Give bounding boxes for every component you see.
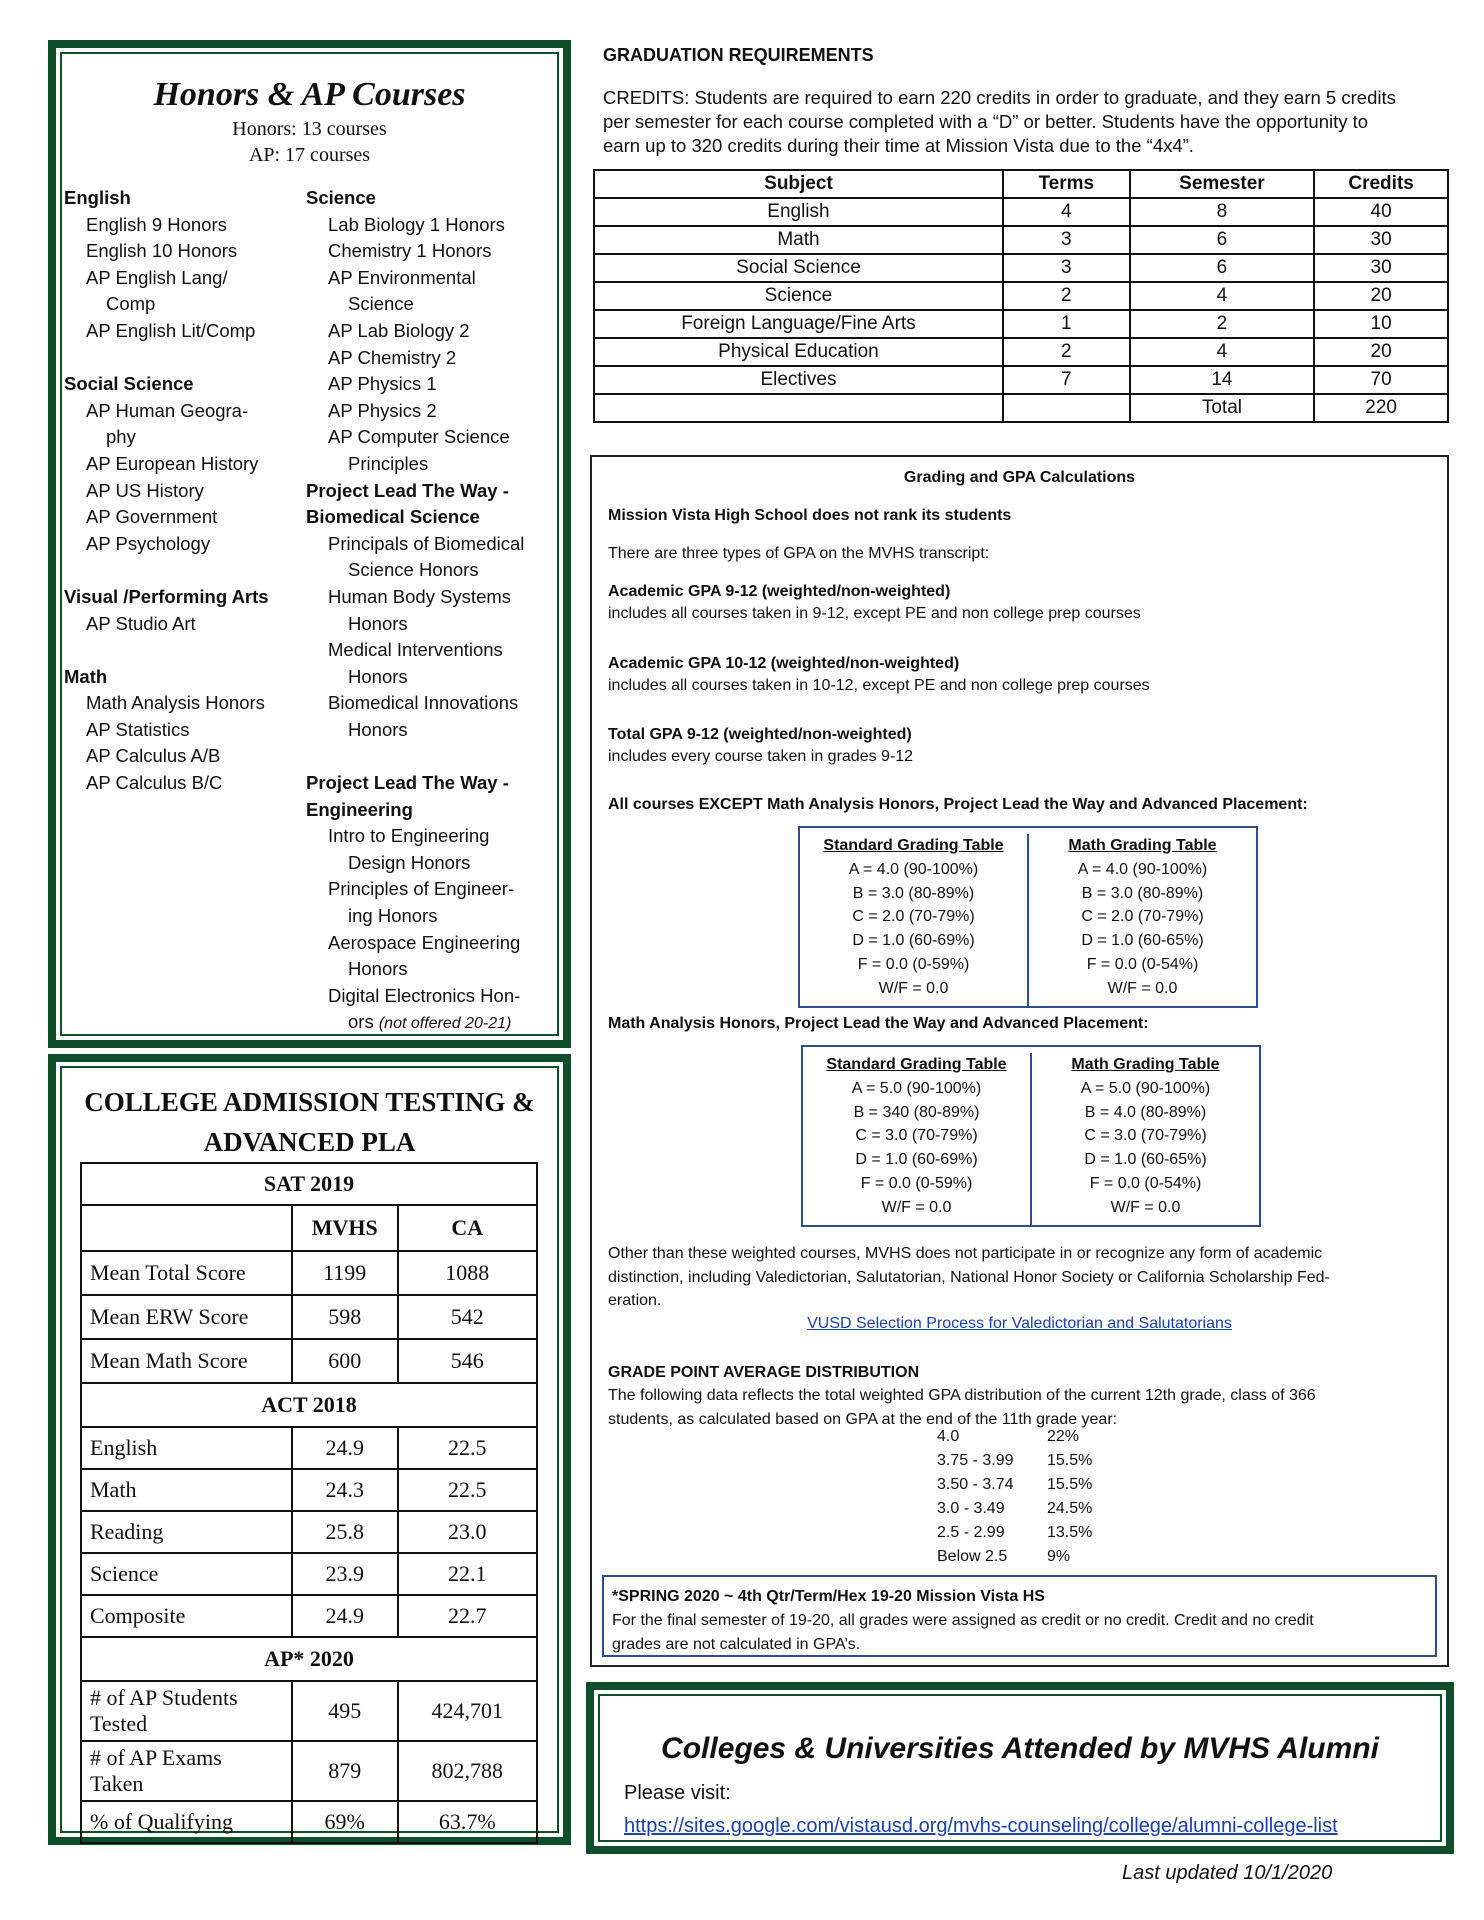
course-item: AP English Lang/ [86, 266, 228, 288]
academic-912-text: includes all courses taken in 9-12, except PE and non college prep courses [608, 605, 1141, 622]
terms-cell: 2 [1003, 282, 1130, 310]
gpa-percent: 15.5% [1047, 1452, 1093, 1469]
course-item: AP Chemistry 2 [328, 346, 457, 368]
grade-row: A = 5.0 (90-100%) [851, 1079, 982, 1097]
course-text: ors [348, 1011, 374, 1033]
credits-cell: 40 [1314, 198, 1448, 226]
grade-row: F = 0.0 (0-54%) [1086, 955, 1199, 973]
grading-table-title: Math Grading Table [1068, 837, 1217, 854]
mvhs-value: 25.8 [292, 1511, 398, 1553]
grade-row: A = 4.0 (90-100%) [848, 860, 979, 878]
grade-row: A = 5.0 (90-100%) [1080, 1079, 1211, 1097]
gpa-percent: 22% [1047, 1428, 1080, 1445]
row-label-line: # of AP Students [90, 1685, 238, 1710]
text-line: eration. [608, 1292, 662, 1309]
grading-table-title: Math Grading Table [1071, 1056, 1220, 1073]
gpa-percent: 15.5% [1047, 1476, 1093, 1493]
course-item: AP European History [86, 452, 259, 474]
semester-cell: 6 [1130, 226, 1315, 254]
colleges-panel [586, 1682, 1454, 1854]
mvhs-value: 1199 [292, 1251, 398, 1295]
credits-table [593, 169, 1449, 423]
distribution-row [937, 1449, 1092, 1473]
row-label [81, 1681, 292, 1741]
grading-table-title: Standard Grading Table [826, 1056, 1007, 1073]
text-line: CREDITS: Students are required to earn 220 credits in order to graduate, and they earn 5 credits [603, 87, 1396, 108]
ca-value: 22.7 [398, 1595, 537, 1637]
vusd-selection-link[interactable]: VUSD Selection Process for Valedictorian and Salutatorians [807, 1315, 1232, 1332]
table-row [594, 366, 1448, 394]
course-item: Honors [348, 665, 408, 687]
graduation-credits-text [603, 86, 1463, 158]
text-line: distinction, including Valedictorian, Salutatorian, National Honor Society or California Scholarship Fed- [608, 1268, 1330, 1286]
semester-cell: 6 [1130, 254, 1315, 282]
pltw-eng-heading: Project Lead The Way - [306, 772, 509, 794]
total-value: 220 [1314, 394, 1448, 422]
social-science-heading: Social Science [64, 373, 194, 395]
total-gpa-heading: Total GPA 9-12 (weighted/non-weighted) [608, 726, 912, 743]
course-item: Design Honors [348, 851, 471, 873]
grade-row: C = 2.0 (70-79%) [1081, 908, 1204, 926]
course-item: AP Studio Art [86, 612, 196, 634]
blank-header [81, 1205, 292, 1251]
course-item: AP Government [86, 506, 218, 528]
testing-title-line: ADVANCED PLA [203, 1127, 416, 1157]
grading-table-title: Standard Grading Table [823, 837, 1004, 854]
row-label: English [81, 1427, 292, 1469]
course-item: Science Honors [348, 559, 479, 581]
please-visit-label: Please visit: [624, 1782, 731, 1804]
honors-ap-panel [48, 40, 571, 1048]
semester-header: Semester [1130, 170, 1315, 198]
last-updated: Last updated 10/1/2020 [1122, 1862, 1333, 1884]
grade-row: B = 3.0 (80-89%) [852, 884, 975, 902]
mvhs-value: 600 [292, 1339, 398, 1383]
table-row [594, 338, 1448, 366]
row-label: % of Qualifying [81, 1801, 292, 1843]
credits-cell: 70 [1314, 366, 1448, 394]
course-item: AP Environmental [328, 266, 476, 288]
gpa-range: 3.50 - 3.74 [937, 1476, 1014, 1493]
mvhs-value: 69% [292, 1801, 398, 1843]
semester-cell: 14 [1130, 366, 1315, 394]
mvhs-value: 879 [292, 1741, 398, 1801]
course-item: AP Lab Biology 2 [328, 319, 470, 341]
ca-value: 22.5 [398, 1469, 537, 1511]
honors-ap-title: Honors & AP Courses [153, 76, 466, 113]
course-item: phy [106, 426, 136, 448]
ap-heading: AP* 2020 [81, 1637, 537, 1681]
credits-cell: 30 [1314, 254, 1448, 282]
ca-value: 802,788 [398, 1741, 537, 1801]
row-label: Composite [81, 1595, 292, 1637]
math-heading: Math [64, 665, 108, 687]
row-label: Mean ERW Score [81, 1295, 292, 1339]
gpa-percent: 9% [1047, 1548, 1071, 1565]
course-item: ing Honors [348, 905, 438, 927]
terms-header: Terms [1003, 170, 1130, 198]
grade-row: W/F = 0.0 [1110, 1198, 1181, 1216]
sat-heading: SAT 2019 [81, 1163, 537, 1205]
except-heading: All courses EXCEPT Math Analysis Honors, Project Lead the Way and Advanced Placement: [608, 796, 1308, 813]
grading-table-standard [798, 826, 1258, 1008]
ca-value: 424,701 [398, 1681, 537, 1741]
text-line: earn up to 320 credits during their time at Mission Vista due to the “4x4”. [603, 135, 1194, 156]
course-item: Medical Interventions [328, 639, 503, 661]
grade-row: B = 4.0 (80-89%) [1084, 1103, 1207, 1121]
pltw-bio-heading: Biomedical Science [306, 506, 480, 528]
course-item: Chemistry 1 Honors [328, 240, 492, 262]
other-distinctions-text [608, 1242, 1433, 1313]
gpa-range: 4.0 [937, 1428, 960, 1445]
credits-cell: 20 [1314, 282, 1448, 310]
grade-row: D = 1.0 (60-69%) [855, 1151, 978, 1169]
distribution-row [937, 1425, 1092, 1449]
testing-title [56, 1082, 563, 1162]
text-line: students, as calculated based on GPA at the end of the 11th grade year: [608, 1410, 1118, 1428]
course-item: Aerospace Engineering [328, 931, 521, 953]
text-line: per semester for each course completed with a “D” or better. Students have the opportunity to [603, 111, 1369, 132]
grade-row: D = 1.0 (60-69%) [852, 932, 975, 950]
row-label: Math [81, 1469, 292, 1511]
ca-value: 22.1 [398, 1553, 537, 1595]
mvhs-value: 24.9 [292, 1595, 398, 1637]
gpa-range: Below 2.5 [937, 1548, 1008, 1565]
spring-2020-notice [602, 1575, 1437, 1657]
grade-row: W/F = 0.0 [878, 979, 949, 997]
credits-cell: 20 [1314, 338, 1448, 366]
course-item: AP Computer Science [328, 426, 510, 448]
spring-heading: *SPRING 2020 ~ 4th Qtr/Term/Hex 19-20 Mission Vista HS [612, 1588, 1045, 1605]
gpa-range: 3.0 - 3.49 [937, 1500, 1005, 1517]
subject-cell: Physical Education [594, 338, 1003, 366]
course-item: Honors [348, 718, 408, 740]
course-item: English 10 Honors [86, 240, 238, 262]
grade-row: B = 340 (80-89%) [853, 1103, 980, 1121]
terms-cell: 3 [1003, 226, 1130, 254]
grading-panel [590, 455, 1449, 1667]
distribution-row [937, 1545, 1092, 1569]
table-row [594, 310, 1448, 338]
arts-heading: Visual /Performing Arts [64, 585, 269, 607]
course-item: AP Physics 2 [328, 399, 437, 421]
pltw-bio-heading: Project Lead The Way - [306, 479, 509, 501]
alumni-college-list-link[interactable]: https://sites.google.com/vistausd.org/mvhs-counseling/college/alumni-college-list [624, 1815, 1338, 1837]
credits-header: Credits [1314, 170, 1448, 198]
blank-cell [594, 394, 1003, 422]
terms-cell: 3 [1003, 254, 1130, 282]
grade-row: F = 0.0 (0-59%) [857, 955, 970, 973]
subject-cell: English [594, 198, 1003, 226]
semester-cell: 8 [1130, 198, 1315, 226]
gpa-percent: 24.5% [1047, 1500, 1093, 1517]
ap-count: AP: 17 courses [248, 144, 371, 166]
blank-cell [1003, 394, 1130, 422]
standard-grading-column [800, 834, 1027, 1006]
course-item: Science [348, 293, 414, 315]
semester-cell: 2 [1130, 310, 1315, 338]
mvhs-value: 24.3 [292, 1469, 398, 1511]
course-item: AP US History [86, 479, 204, 501]
academic-912-heading: Academic GPA 9-12 (weighted/non-weighted) [608, 583, 951, 600]
gpa-distribution-list [937, 1425, 1092, 1569]
semester-cell: 4 [1130, 282, 1315, 310]
credits-cell: 30 [1314, 226, 1448, 254]
gpa-distribution-text [608, 1384, 1433, 1431]
course-item: AP Statistics [86, 718, 190, 740]
academic-1012-text: includes all courses taken in 10-12, except PE and non college prep courses [608, 677, 1150, 694]
gpa-range: 2.5 - 2.99 [937, 1524, 1005, 1541]
subject-header: Subject [594, 170, 1003, 198]
grade-row: C = 2.0 (70-79%) [852, 908, 975, 926]
row-label-line: # of AP Exams [90, 1745, 222, 1770]
table-row [594, 282, 1448, 310]
grade-row: F = 0.0 (0-59%) [860, 1174, 973, 1192]
course-item: Principles of Engineer- [328, 878, 515, 900]
course-item: Intro to Engineering [328, 825, 490, 847]
ca-value: 22.5 [398, 1427, 537, 1469]
weighted-heading: Math Analysis Honors, Project Lead the Way and Advanced Placement: [608, 1015, 1149, 1032]
grade-row: W/F = 0.0 [881, 1198, 952, 1216]
not-offered-note: (not offered 20-21) [378, 1015, 512, 1033]
row-label: Science [81, 1553, 292, 1595]
grade-row: D = 1.0 (60-65%) [1084, 1151, 1207, 1169]
grade-row: C = 3.0 (70-79%) [855, 1127, 978, 1145]
table-row [594, 226, 1448, 254]
course-item: AP Psychology [86, 532, 211, 554]
terms-cell: 7 [1003, 366, 1130, 394]
row-label-line: Tested [90, 1711, 148, 1736]
row-label: Mean Total Score [81, 1251, 292, 1295]
mvhs-header: MVHS [292, 1205, 398, 1251]
credits-cell: 10 [1314, 310, 1448, 338]
grade-row: B = 3.0 (80-89%) [1081, 884, 1204, 902]
mvhs-value: 598 [292, 1295, 398, 1339]
mvhs-value: 24.9 [292, 1427, 398, 1469]
course-item: AP English Lit/Comp [86, 319, 256, 341]
standard-grading-column [803, 1053, 1030, 1225]
course-item: Digital Electronics Hon- [328, 984, 521, 1006]
table-row [594, 254, 1448, 282]
math-grading-column [1030, 1053, 1259, 1225]
science-heading: Science [306, 187, 376, 208]
course-item: Honors [348, 958, 408, 980]
ca-value: 23.0 [398, 1511, 537, 1553]
gpa-distribution-heading: GRADE POINT AVERAGE DISTRIBUTION [608, 1364, 920, 1381]
course-item-last [306, 1009, 556, 1038]
terms-cell: 2 [1003, 338, 1130, 366]
table-row [594, 198, 1448, 226]
gpa-types-intro: There are three types of GPA on the MVHS transcript: [608, 545, 990, 562]
text-line: The following data reflects the total weighted GPA distribution of the current 12th grade, class of 366 [608, 1387, 1316, 1404]
semester-cell: 4 [1130, 338, 1315, 366]
subject-cell: Social Science [594, 254, 1003, 282]
colleges-title: Colleges & Universities Attended by MVHS Alumni [661, 1732, 1379, 1765]
mvhs-value: 495 [292, 1681, 398, 1741]
course-item: Biomedical Innovations [328, 692, 519, 714]
grade-row: A = 4.0 (90-100%) [1077, 860, 1208, 878]
text-line: For the final semester of 19-20, all grades were assigned as credit or no credit. Credit and no credit [612, 1612, 1314, 1629]
course-item: Math Analysis Honors [86, 692, 265, 714]
grade-row: D = 1.0 (60-65%) [1081, 932, 1204, 950]
course-item: AP Human Geogra- [86, 399, 249, 421]
course-item: AP Physics 1 [328, 373, 437, 395]
distribution-row [937, 1497, 1092, 1521]
course-item: Human Body Systems [328, 585, 512, 607]
terms-cell: 4 [1003, 198, 1130, 226]
pltw-eng-heading: Engineering [306, 798, 413, 820]
course-item: AP Calculus B/C [86, 772, 223, 794]
distribution-row [937, 1473, 1092, 1497]
total-gpa-text: includes every course taken in grades 9-12 [608, 748, 914, 765]
ca-value: 546 [398, 1339, 537, 1383]
scores-table [80, 1162, 538, 1844]
honors-left-column [64, 185, 289, 797]
grade-row: W/F = 0.0 [1107, 979, 1178, 997]
grading-title: Grading and GPA Calculations [903, 469, 1136, 486]
ca-value: 63.7% [398, 1801, 537, 1843]
gpa-percent: 13.5% [1047, 1524, 1093, 1541]
subject-cell: Electives [594, 366, 1003, 394]
no-rank-statement: Mission Vista High School does not rank its students [608, 507, 1012, 524]
testing-title-line: COLLEGE ADMISSION TESTING & [84, 1087, 535, 1117]
row-label [81, 1741, 292, 1801]
course-item: Lab Biology 1 Honors [328, 213, 505, 235]
row-label: Reading [81, 1511, 292, 1553]
grading-table-weighted [801, 1045, 1261, 1227]
mvhs-value: 23.9 [292, 1553, 398, 1595]
honors-right-column [306, 185, 556, 1038]
distribution-row [937, 1521, 1092, 1545]
row-label: Mean Math Score [81, 1339, 292, 1383]
text-line: Other than these weighted courses, MVHS does not participate in or recognize any form of academic [608, 1245, 1323, 1262]
grade-row: F = 0.0 (0-54%) [1089, 1174, 1202, 1192]
honors-count: Honors: 13 courses [232, 118, 387, 140]
english-heading: English [64, 187, 131, 208]
gpa-range: 3.75 - 3.99 [937, 1452, 1014, 1469]
subject-cell: Math [594, 226, 1003, 254]
ca-value: 1088 [398, 1251, 537, 1295]
course-item: Principles [348, 452, 429, 474]
testing-panel [48, 1054, 571, 1845]
course-item: Honors [348, 612, 408, 634]
academic-1012-heading: Academic GPA 10-12 (weighted/non-weighted) [608, 655, 960, 672]
subject-cell: Foreign Language/Fine Arts [594, 310, 1003, 338]
ca-header: CA [398, 1205, 537, 1251]
terms-cell: 1 [1003, 310, 1130, 338]
math-grading-column [1027, 834, 1256, 1006]
course-item: AP Calculus A/B [86, 745, 221, 767]
graduation-heading: GRADUATION REQUIREMENTS [603, 45, 874, 65]
total-row [594, 394, 1448, 422]
course-item: Principals of Biomedical [328, 532, 525, 554]
row-label-line: Taken [90, 1771, 144, 1796]
total-label: Total [1130, 394, 1315, 422]
course-item: Comp [106, 293, 156, 315]
grade-row: C = 3.0 (70-79%) [1084, 1127, 1207, 1145]
act-heading: ACT 2018 [81, 1383, 537, 1427]
subject-cell: Science [594, 282, 1003, 310]
course-item: English 9 Honors [86, 213, 227, 235]
ca-value: 542 [398, 1295, 537, 1339]
text-line: grades are not calculated in GPA’s. [612, 1636, 861, 1653]
